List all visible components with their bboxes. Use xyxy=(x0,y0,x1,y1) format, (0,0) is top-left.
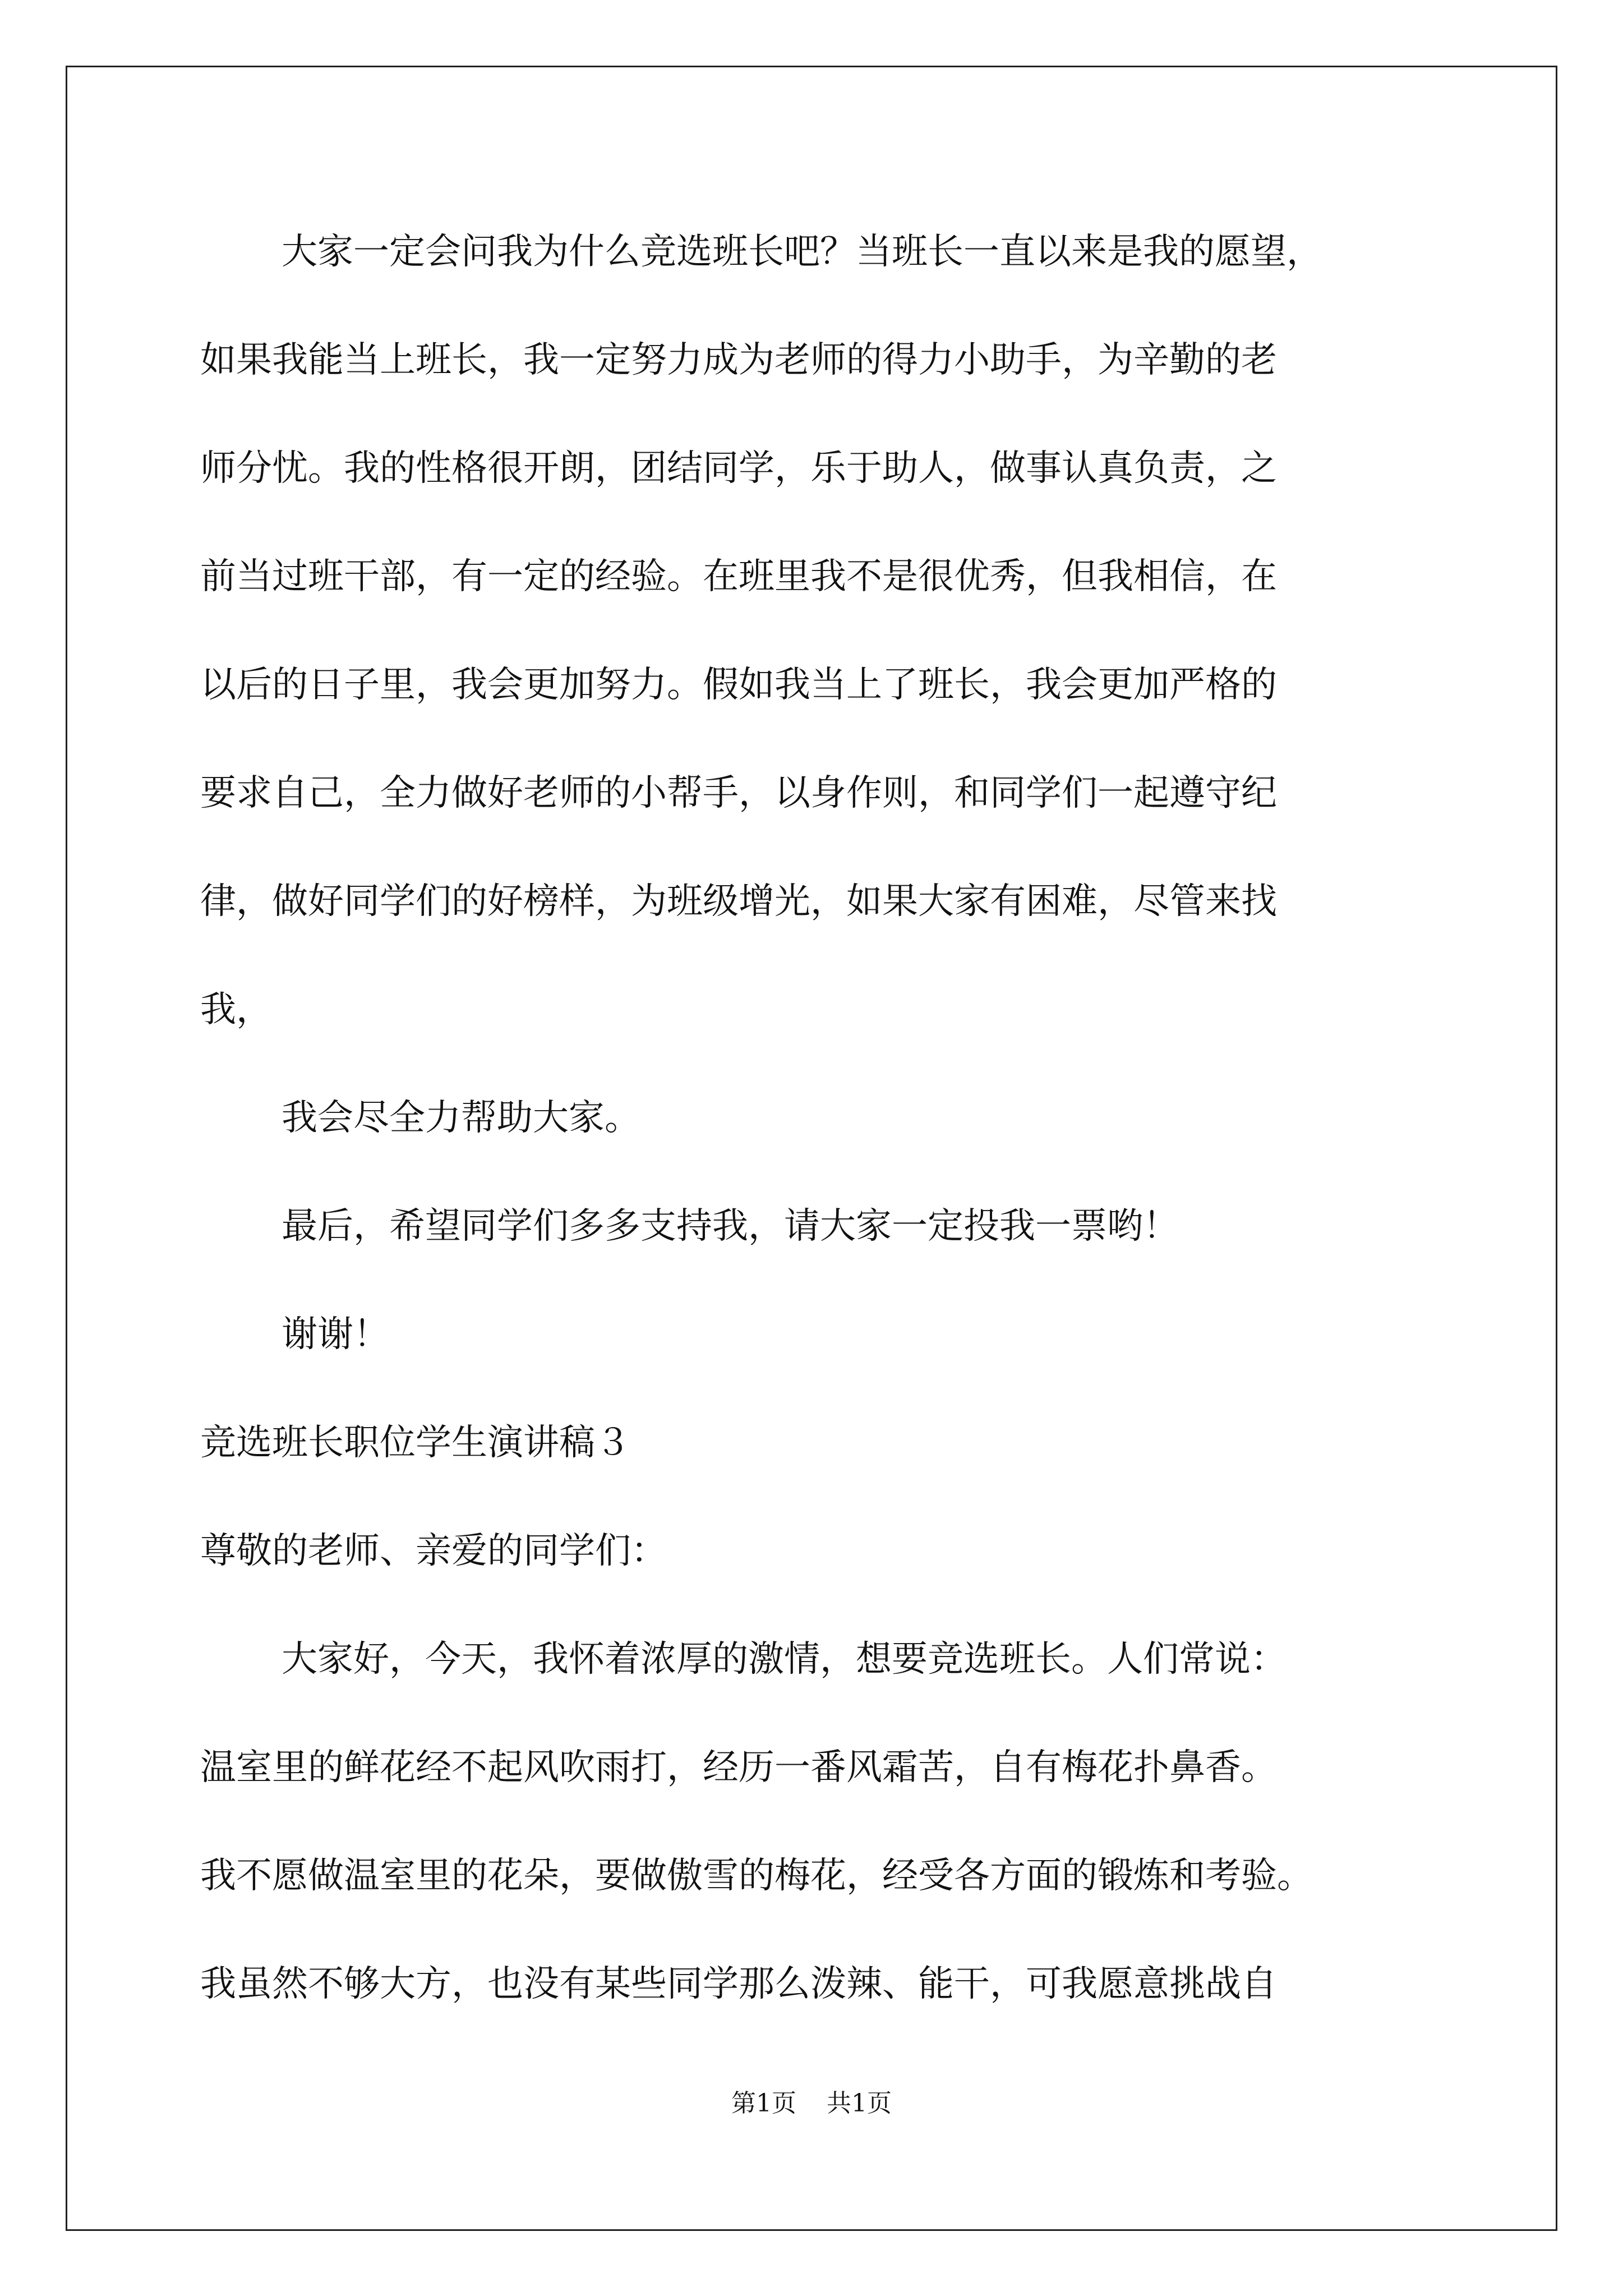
page-number: 第1页 xyxy=(731,2089,796,2118)
paragraph-line: 律，做好同学们的好榜样，为班级增光，如果大家有困难，尽管来找 xyxy=(200,881,1277,922)
paragraph-line: 师分忧。我的性格很开朗，团结同学，乐于助人，做事认真负责，之 xyxy=(200,448,1277,489)
section-heading: 竞选班长职位学生演讲稿３ xyxy=(200,1422,631,1464)
paragraph-line: 我， xyxy=(200,989,272,1030)
paragraph-line: 谢谢！ xyxy=(282,1314,389,1355)
paragraph-line: 以后的日子里，我会更加努力。假如我当上了班长，我会更加严格的 xyxy=(200,664,1277,706)
salutation: 尊敬的老师、亲爱的同学们： xyxy=(200,1530,667,1572)
paragraph-line: 大家好，今天，我怀着浓厚的激情，想要竞选班长。人们常说： xyxy=(282,1639,1287,1680)
paragraph-line: 前当过班干部，有一定的经验。在班里我不是很优秀，但我相信，在 xyxy=(200,556,1277,597)
paragraph-line: 我虽然不够大方，也没有某些同学那么泼辣、能干，可我愿意挑战自 xyxy=(200,1963,1277,2005)
paragraph-line: 我会尽全力帮助大家。 xyxy=(282,1097,640,1139)
paragraph-line: 如果我能当上班长，我一定努力成为老师的得力小助手，为辛勤的老 xyxy=(200,339,1277,381)
page-border xyxy=(66,66,1557,2231)
paragraph-line: 温室里的鲜花经不起风吹雨打，经历一番风霜苦，自有梅花扑鼻香。 xyxy=(200,1747,1277,1788)
paragraph-line: 我不愿做温室里的花朵，要做傲雪的梅花，经受各方面的锻炼和考验。 xyxy=(200,1855,1313,1897)
paragraph-line: 要求自己，全力做好老师的小帮手，以身作则，和同学们一起遵守纪 xyxy=(200,772,1277,814)
page-total: 共1页 xyxy=(827,2089,892,2118)
paragraph-line: 大家一定会问我为什么竞选班长吧？当班长一直以来是我的愿望， xyxy=(282,231,1322,273)
page-footer xyxy=(0,2088,1623,2119)
paragraph-line: 最后，希望同学们多多支持我，请大家一定投我一票哟！ xyxy=(282,1205,1179,1247)
